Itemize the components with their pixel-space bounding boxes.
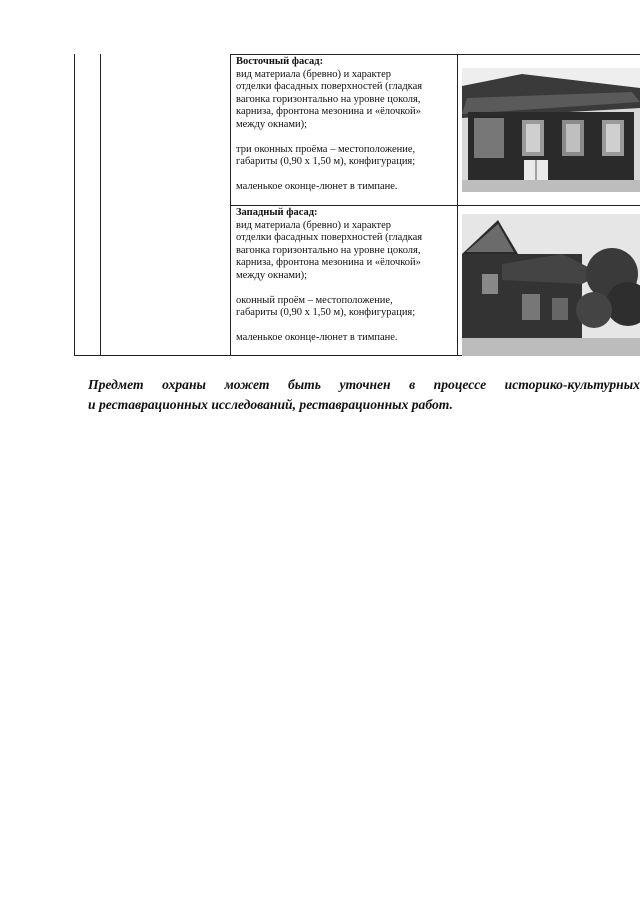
row-text-line: вид материала (бревно) и характер [236,219,391,231]
note-word: в [409,377,416,392]
table-row [236,56,454,193]
note-word: охраны [162,377,206,392]
row-text-line: габариты (0,90 х 1,50 м), конфигурация; [236,307,416,319]
note-word: уточнен [339,377,391,392]
row-text-line: отделки фасадных поверхностей (гладкая [236,232,423,244]
row-text-line: между окнами); [236,269,308,281]
row-heading: Восточный фасад: [236,56,324,67]
row-text-line: карниза, фронтона мезонина и «ёлочкой» [236,106,421,118]
photo-east-facade [462,68,640,192]
table-column-divider [100,54,101,356]
note-word: процессе [433,377,487,392]
row-text-line: три оконных проёма – местоположение, [236,143,416,155]
note-word: быть [287,377,321,392]
facade-table [74,54,640,356]
table-row [236,207,454,344]
note-word: Предмет [88,377,144,392]
note-word: может [224,377,270,392]
protection-subject-note [88,375,640,415]
table-border-top [230,54,640,55]
note-line-2: и реставрационных исследований, реставрационных работ. [88,397,453,412]
row-text-line: отделки фасадных поверхностей (гладкая [236,81,423,93]
row-text-line: вид материала (бревно) и характер [236,68,391,80]
table-row-divider [230,205,640,206]
row-text-line: маленькое оконце-люнет в тимпане. [236,331,398,343]
row-text-line: маленькое оконце-люнет в тимпане. [236,180,398,192]
row-text-line: между окнами); [236,118,308,130]
photo-west-facade [462,214,640,356]
row-text-line: карниза, фронтона мезонина и «ёлочкой» [236,257,421,269]
row-text-line: вагонка горизонтально на уровне цоколя, [236,244,421,256]
row-heading: Западный фасад: [236,207,318,218]
table-border-left [74,54,75,356]
row-text-line: оконный проём – местоположение, [236,294,393,306]
note-word: историко-культурных [504,377,640,392]
note-line-1 [88,375,640,395]
row-text-line: вагонка горизонтально на уровне цоколя, [236,93,421,105]
row-text-line: габариты (0,90 х 1,50 м), конфигурация; [236,156,416,168]
